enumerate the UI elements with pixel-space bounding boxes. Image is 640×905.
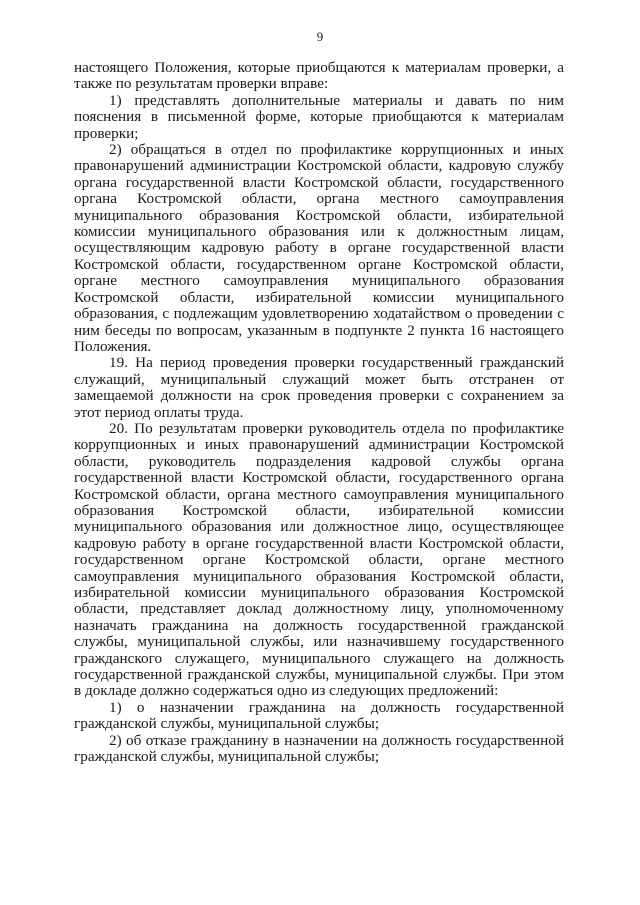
paragraph: 2) обращаться в отдел по профилактике коррупционных и иных правонарушений администрации Костромской области, кадровую службу органа государственной власти Костромской области, государственного органа Костромской области, органа местного самоуправления муниципального образования Костромской области, избирательной комиссии муниципального образования или к должностным лицам, осуществляющим кадровую работу в органе государственной власти Костромской области, государственном органе Костромской области, органе местного самоуправления муниципального образования Костромской области, избирательной комиссии муниципального образования, с подлежащим удовлетворению ходатайством о проведении с ним беседы по вопросам, указанным в подпункте 2 пункта 16 настоящего Положения.	[74, 141, 564, 355]
document-body	[74, 60, 564, 765]
paragraph: 20. По результатам проверки руководитель отдела по профилактике коррупционных и иных правонарушений администрации Костромской области, руководитель подразделения кадровой службы органа государственной власти Костромской области, государственного органа Костромской области, органа местного самоуправления муниципального образования Костромской области, избирательной комиссии муниципального образования или должностное лицо, осуществляющее кадровую работу в органе государственной власти Костромской области, государственном органе Костромской области, органе местного самоуправления муниципального образования Костромской области, избирательной комиссии муниципального образования Костромской области, представляет доклад должностному лицу, уполномоченному назначать гражданина на должность государственной гражданской службы, муниципальной службы, или назначившему государственного гражданского служащего, муниципального служащего на должность государственной гражданской службы, муниципальной службы. При этом в докладе должно содержаться одно из следующих предложений:	[74, 419, 564, 700]
page-number: 9	[316, 29, 324, 44]
paragraph: 1) представлять дополнительные материалы и давать по ним пояснения в письменной форме, которые приобщаются к материалам проверки;	[74, 91, 564, 142]
paragraph: 1) о назначении гражданина на должность государственной гражданской службы, муниципальной службы;	[74, 698, 564, 733]
paragraph: 2) об отказе гражданину в назначении на должность государственной гражданской службы, муниципальной службы;	[74, 731, 564, 766]
paragraph: 19. На период проведения проверки государственный гражданский служащий, муниципальный служащий может быть отстранен от замещаемой должности на срок проведения проверки с сохранением за этот период оплаты труда.	[74, 354, 564, 421]
paragraph: настоящего Положения, которые приобщаются к материалам проверки, а также по результатам проверки вправе:	[74, 59, 564, 93]
